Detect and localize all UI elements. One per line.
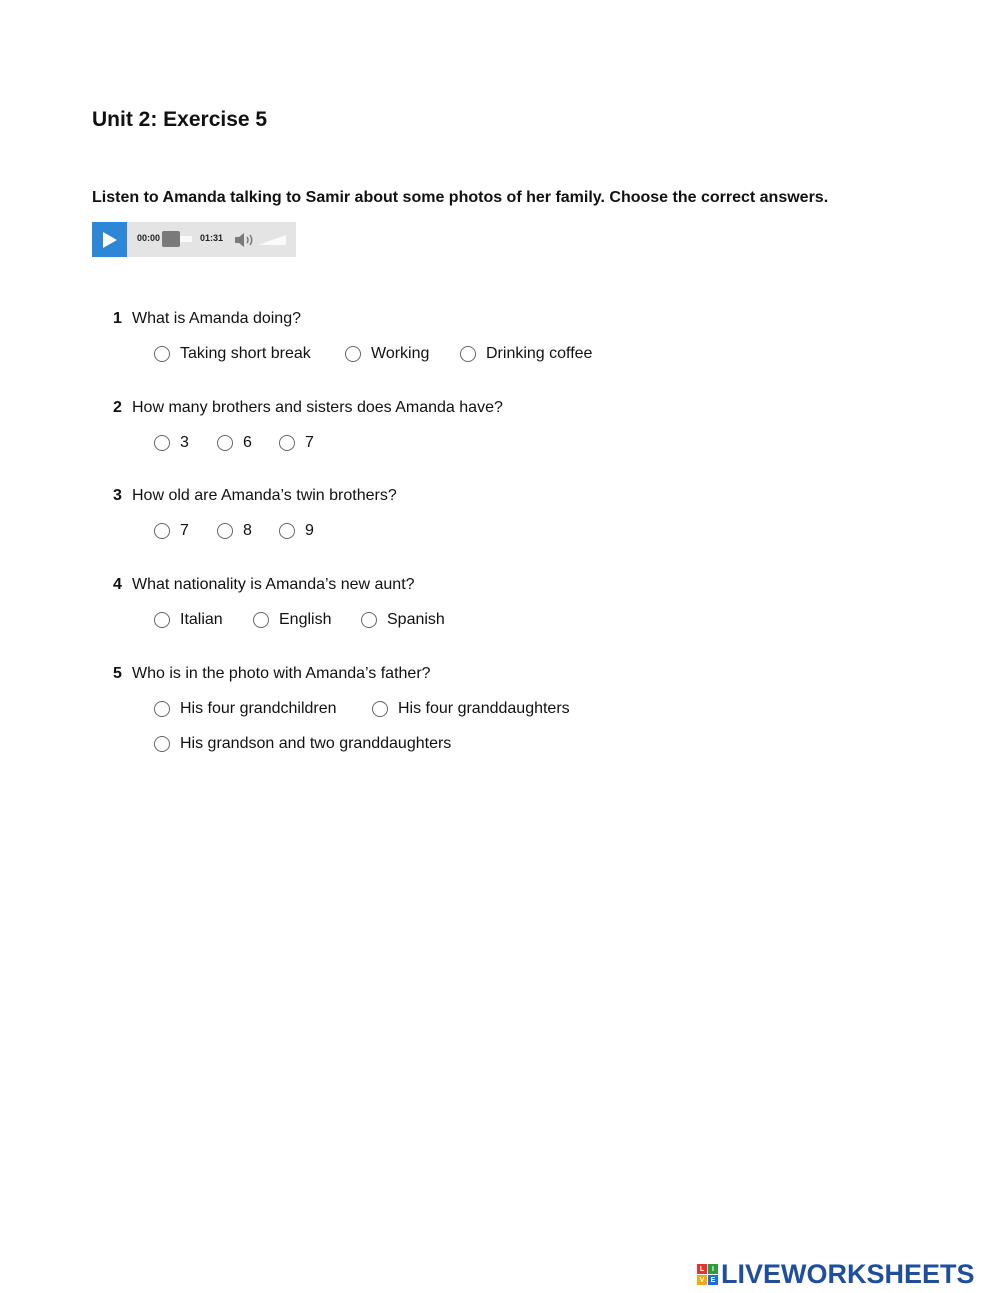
radio-button[interactable] bbox=[279, 435, 295, 451]
instruction-text: Listen to Amanda talking to Samir about some photos of her family. Choose the correct answers. bbox=[92, 189, 829, 206]
question-number: 4 bbox=[113, 576, 122, 593]
radio-button[interactable] bbox=[217, 523, 233, 539]
option-label: Working bbox=[371, 345, 430, 362]
option-label: 9 bbox=[305, 522, 314, 539]
option-label: His grandson and two granddaughters bbox=[180, 735, 452, 752]
logo-block-e: E bbox=[708, 1275, 718, 1285]
radio-button[interactable] bbox=[217, 435, 233, 451]
current-time: 00:00 bbox=[137, 233, 161, 243]
radio-button[interactable] bbox=[345, 346, 361, 362]
radio-button[interactable] bbox=[279, 523, 295, 539]
option-label: 7 bbox=[305, 434, 314, 451]
liveworksheets-logo bbox=[697, 1259, 975, 1290]
radio-button[interactable] bbox=[253, 612, 269, 628]
option-label: 7 bbox=[180, 522, 189, 539]
question-text: How many brothers and sisters does Amanda have? bbox=[132, 399, 503, 416]
radio-button[interactable] bbox=[154, 435, 170, 451]
q4-option-2[interactable] bbox=[253, 611, 331, 629]
option-label: 6 bbox=[243, 434, 252, 451]
question-4 bbox=[113, 576, 415, 594]
radio-button[interactable] bbox=[154, 701, 170, 717]
q2-option-3[interactable] bbox=[279, 434, 314, 452]
logo-text: LIVEWORKSHEETS bbox=[721, 1259, 975, 1289]
option-label: 3 bbox=[180, 434, 189, 451]
q1-option-3[interactable] bbox=[460, 345, 592, 363]
question-number: 2 bbox=[113, 399, 122, 416]
q5-option-1[interactable] bbox=[154, 700, 337, 718]
question-3 bbox=[113, 487, 397, 505]
question-number: 1 bbox=[113, 310, 122, 327]
option-label: Taking short break bbox=[180, 345, 311, 362]
option-label: Drinking coffee bbox=[486, 345, 593, 362]
question-text: How old are Amanda’s twin brothers? bbox=[132, 487, 397, 504]
q2-option-1[interactable] bbox=[154, 434, 189, 452]
total-time: 01:31 bbox=[200, 233, 224, 243]
option-label: His four granddaughters bbox=[398, 700, 570, 717]
radio-button[interactable] bbox=[154, 523, 170, 539]
q3-option-1[interactable] bbox=[154, 522, 189, 540]
radio-button[interactable] bbox=[154, 346, 170, 362]
q2-option-2[interactable] bbox=[217, 434, 252, 452]
question-1 bbox=[113, 310, 301, 328]
play-icon bbox=[102, 231, 118, 249]
progress-thumb[interactable] bbox=[162, 231, 180, 247]
exercise-title: Unit 2: Exercise 5 bbox=[92, 108, 268, 131]
option-label: Italian bbox=[180, 611, 223, 628]
radio-button[interactable] bbox=[154, 736, 170, 752]
q4-option-1[interactable] bbox=[154, 611, 223, 629]
option-label: Spanish bbox=[387, 611, 445, 628]
question-number: 3 bbox=[113, 487, 122, 504]
radio-button[interactable] bbox=[361, 612, 377, 628]
volume-icon[interactable] bbox=[234, 232, 256, 248]
q3-option-2[interactable] bbox=[217, 522, 252, 540]
radio-button[interactable] bbox=[372, 701, 388, 717]
play-button[interactable] bbox=[92, 222, 127, 257]
logo-block-i: I bbox=[708, 1264, 718, 1274]
radio-button[interactable] bbox=[460, 346, 476, 362]
logo-block-l: L bbox=[697, 1264, 707, 1274]
logo-blocks bbox=[697, 1264, 718, 1285]
radio-button[interactable] bbox=[154, 612, 170, 628]
q1-option-2[interactable] bbox=[345, 345, 429, 363]
option-label: English bbox=[279, 611, 332, 628]
question-text: What nationality is Amanda’s new aunt? bbox=[132, 576, 415, 593]
q5-option-3[interactable] bbox=[154, 735, 451, 753]
logo-block-v: V bbox=[697, 1275, 707, 1285]
option-label: 8 bbox=[243, 522, 252, 539]
question-2 bbox=[113, 399, 503, 417]
question-text: What is Amanda doing? bbox=[132, 310, 301, 327]
question-number: 5 bbox=[113, 665, 122, 682]
progress-bar[interactable] bbox=[162, 236, 192, 242]
question-5 bbox=[113, 665, 431, 683]
audio-player bbox=[92, 222, 296, 257]
volume-slider[interactable] bbox=[258, 233, 288, 247]
q3-option-3[interactable] bbox=[279, 522, 314, 540]
option-label: His four grandchildren bbox=[180, 700, 337, 717]
q4-option-3[interactable] bbox=[361, 611, 445, 629]
q1-option-1[interactable] bbox=[154, 345, 311, 363]
q5-option-2[interactable] bbox=[372, 700, 570, 718]
question-text: Who is in the photo with Amanda’s father? bbox=[132, 665, 431, 682]
